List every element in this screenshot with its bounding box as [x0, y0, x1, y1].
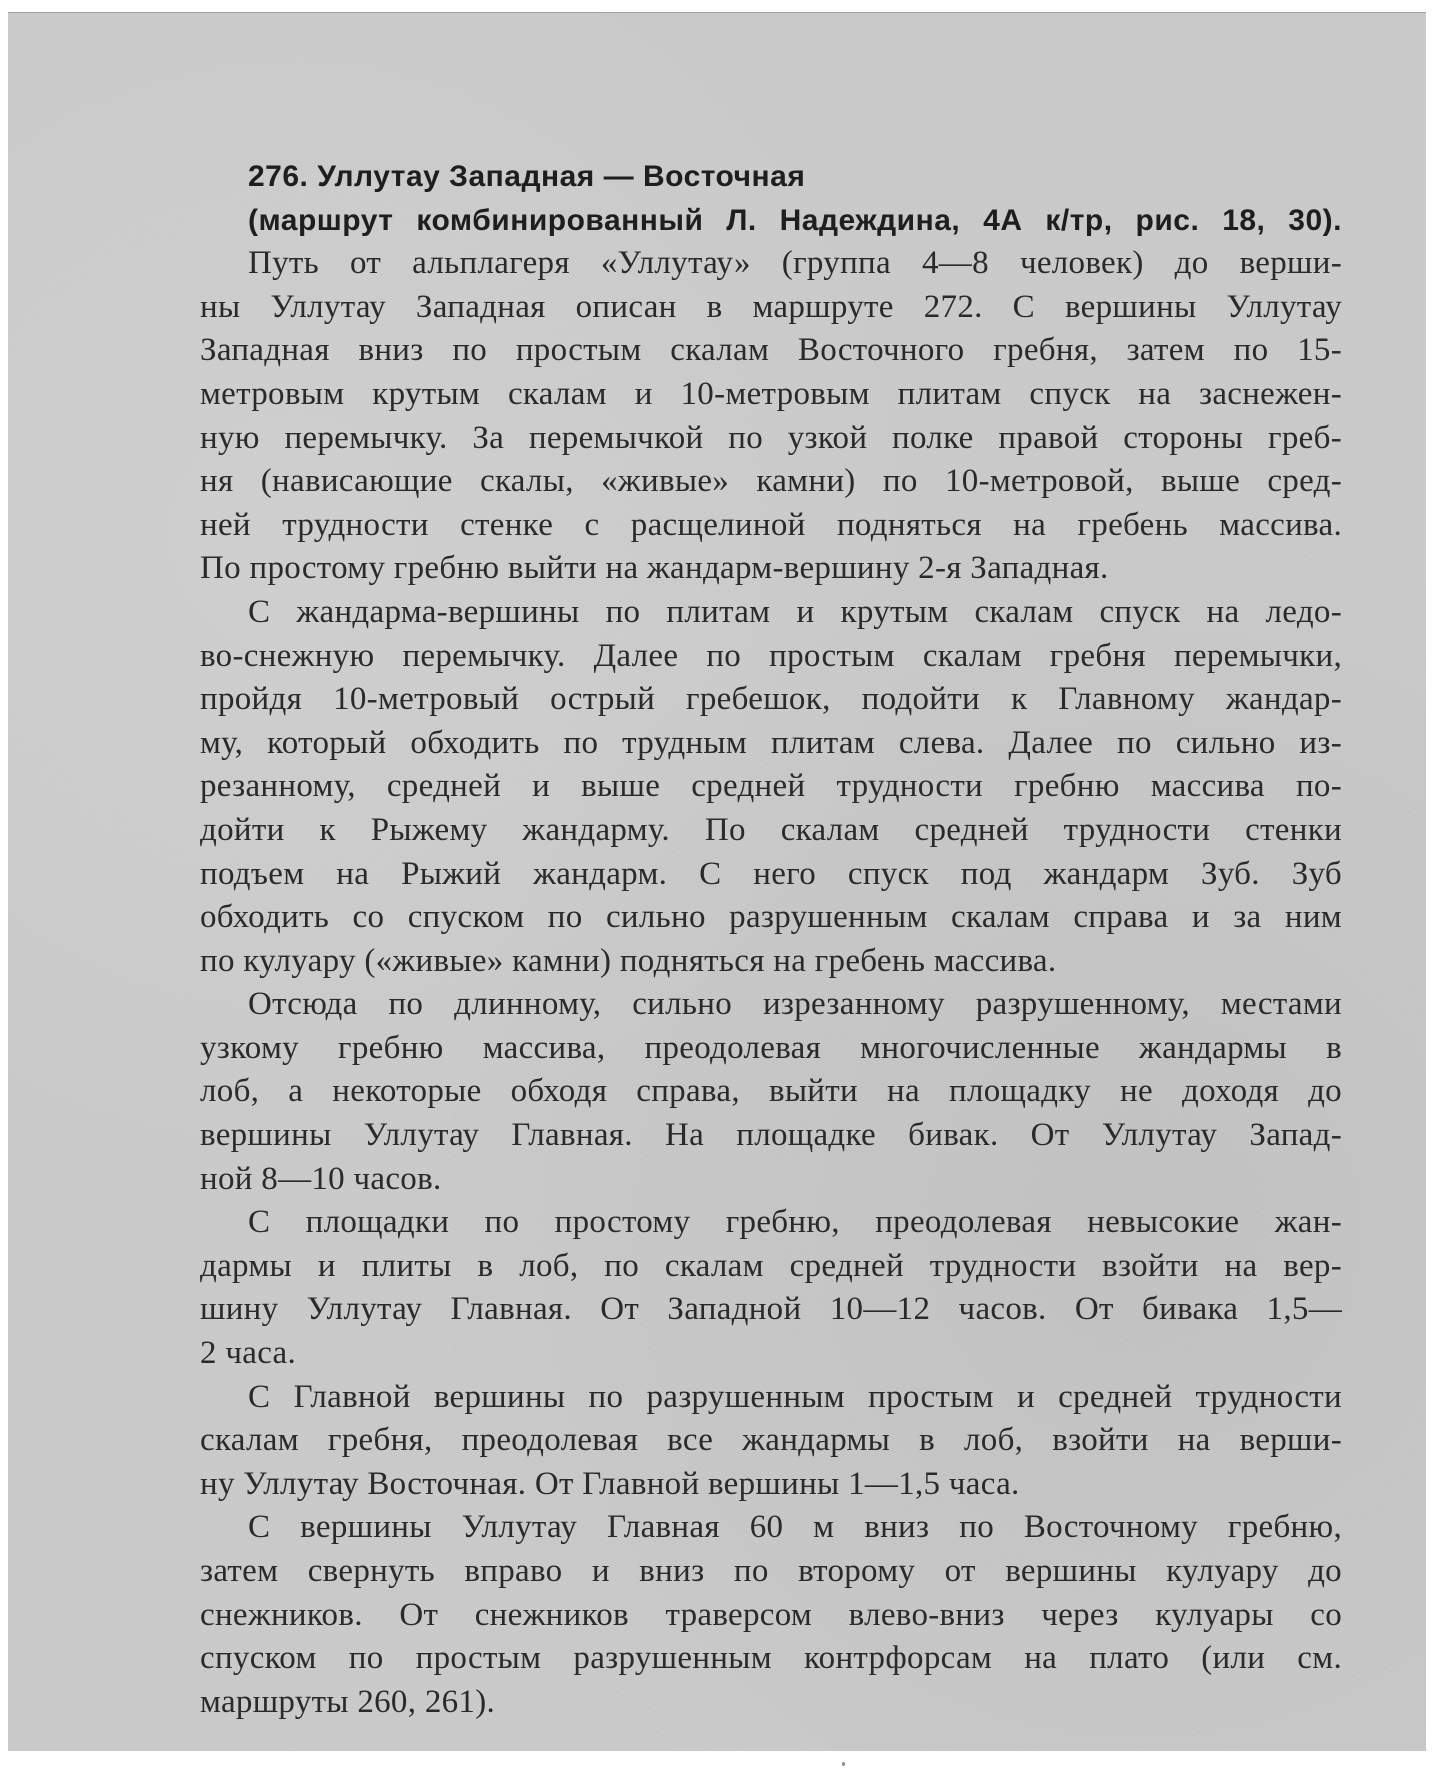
text-line: Путь от альплагеря «Уллутау» (группа 4—8 человек) до верши- — [248, 245, 1342, 282]
text-line: снежников. От снежников траверсом влево-вниз через кулуары со — [200, 1596, 1342, 1633]
text-line: ну Уллутау Восточная. От Главной вершины 1—1,5 часа. — [200, 1465, 1020, 1502]
text-line: обходить со спуском по сильно разрушенным скалам справа и за ним — [200, 899, 1342, 936]
text-line: метровым крутым скалам и 10-метровым плитам спуск на заснежен- — [200, 375, 1342, 412]
text-line: пройдя 10-метровый острый гребешок, подойти к Главному жандар- — [200, 681, 1342, 718]
text-line: ня (нависающие скалы, «живые» камни) по 10-метровой, выше сред- — [200, 463, 1342, 500]
text-line: вершины Уллутау Главная. На площадке бивак. От Уллутау Запад- — [200, 1117, 1342, 1154]
text-line: дойти к Рыжему жандарму. По скалам средней трудности стенки — [200, 811, 1342, 848]
route-subtitle: (маршрут комбинированный Л. Надеждина, 4А к/тр, рис. 18, 30). — [248, 203, 1342, 237]
text-line: по кулуару («живые» камни) подняться на гребень массива. — [200, 942, 1057, 979]
text-line: ны Уллутау Западная описан в маршруте 272. С вершины Уллутау — [200, 288, 1342, 325]
paragraph — [200, 1506, 1342, 1724]
text-line: ней трудности стенке с расщелиной подняться на гребень массива. — [200, 506, 1342, 543]
text-line: узкому гребню массива, преодолевая многочисленные жандармы в — [200, 1029, 1342, 1066]
text-line: маршруты 260, 261). — [200, 1683, 496, 1720]
text-line: С жандарма-вершины по плитам и крутым скалам спуск на ледо- — [248, 593, 1342, 630]
text-line: му, который обходить по трудным плитам слева. Далее по сильно из- — [200, 724, 1342, 761]
text-line: ной 8—10 часов. — [200, 1160, 442, 1197]
paragraph — [200, 1201, 1342, 1375]
scanned-page — [8, 12, 1426, 1751]
text-line: Западная вниз по простым скалам Восточного гребня, затем по 15- — [200, 332, 1342, 369]
text-line: Отсюда по длинному, сильно изрезанному разрушенному, местами — [248, 986, 1342, 1023]
paragraph — [200, 591, 1342, 983]
text-line: С площадки по простому гребню, преодолевая невысокие жан- — [248, 1204, 1342, 1241]
text-line: По простому гребню выйти на жандарм-вершину 2-я Западная. — [200, 550, 1109, 587]
paragraph — [200, 242, 1342, 591]
text-line: спуском по простым разрушенным контрфорсам на плато (или см. — [200, 1640, 1342, 1677]
paragraph — [200, 983, 1342, 1201]
text-line: скалам гребня, преодолевая все жандармы в лоб, взойти на верши- — [200, 1422, 1342, 1459]
text-line: лоб, а некоторые обходя справа, выйти на площадку не доходя до — [200, 1073, 1342, 1110]
text-line: 2 часа. — [200, 1335, 297, 1372]
scan-speck — [842, 1762, 845, 1766]
text-line: С вершины Уллутау Главная 60 м вниз по Восточному гребню, — [248, 1509, 1342, 1546]
text-line: дармы и плиты в лоб, по скалам средней трудности взойти на вер- — [200, 1247, 1342, 1284]
document-body — [200, 155, 1342, 1724]
text-line: во-снежную перемычку. Далее по простым скалам гребня перемычки, — [200, 637, 1342, 674]
text-line: подъем на Рыжий жандарм. С него спуск под жандарм Зуб. Зуб — [200, 855, 1342, 892]
text-line: шину Уллутау Главная. От Западной 10—12 часов. От бивака 1,5— — [200, 1291, 1342, 1328]
text-line: резанному, средней и выше средней трудности гребню массива по- — [200, 768, 1342, 805]
paragraph — [200, 1376, 1342, 1507]
text-line: С Главной вершины по разрушенным простым и средней трудности — [248, 1378, 1342, 1415]
text-line: затем свернуть вправо и вниз по второму от вершины кулуару до — [200, 1553, 1342, 1589]
text-line: ную перемычку. За перемычкой по узкой полке правой стороны греб- — [200, 419, 1342, 456]
route-title: 276. Уллутау Западная — Восточная — [248, 160, 806, 193]
